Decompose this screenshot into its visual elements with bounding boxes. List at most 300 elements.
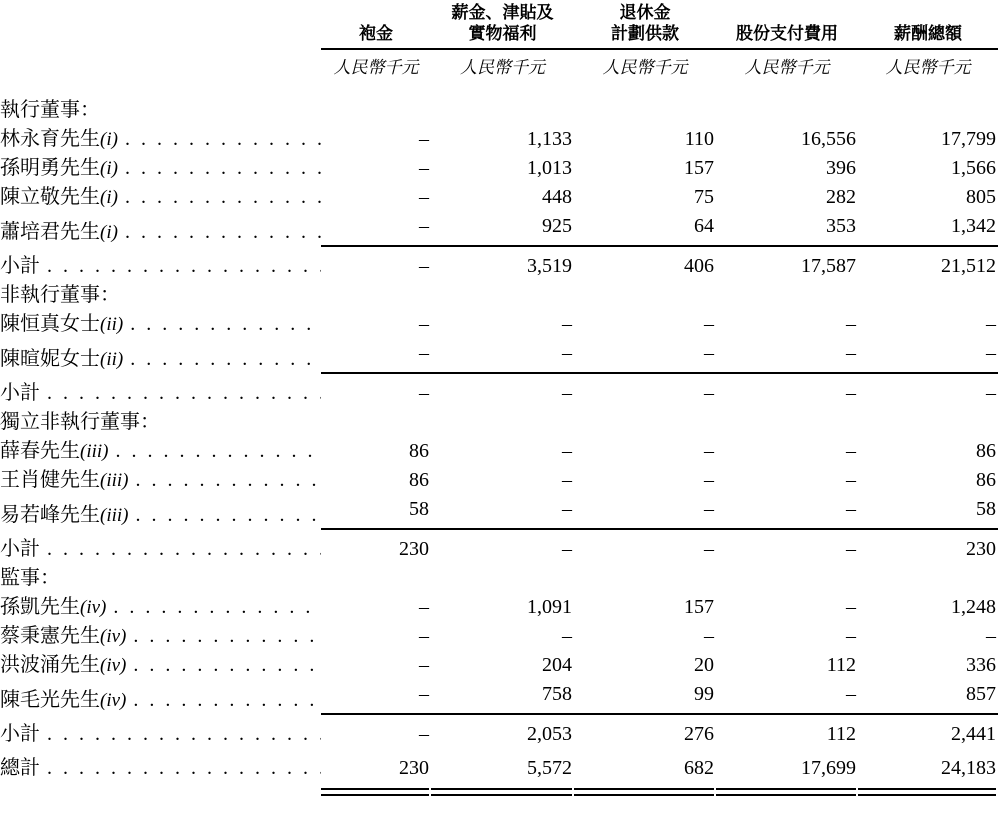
value-cell-fees	[321, 281, 431, 310]
dot-leader	[47, 754, 321, 783]
value-share-payment: 353	[716, 212, 858, 247]
director-row	[0, 154, 998, 183]
value-cell-salaries-benefits	[431, 374, 574, 408]
value-cell-share-payment	[716, 622, 858, 651]
value-cell-total-remuneration	[858, 183, 998, 212]
value-cell-fees	[321, 408, 431, 437]
value-cell-total-remuneration	[858, 247, 998, 281]
row-label-cell	[0, 310, 321, 339]
value-cell-share-payment	[716, 247, 858, 281]
row-label-group	[0, 720, 321, 749]
header-spacer-row	[0, 78, 998, 96]
value-cell-share-payment	[716, 408, 858, 437]
value-cell-share-payment	[716, 374, 858, 408]
value-cell-salaries-benefits	[431, 183, 574, 212]
value-cell-fees	[321, 125, 431, 154]
value-salaries-benefits: –	[562, 440, 572, 462]
row-label-cell	[0, 212, 321, 247]
dot-leader	[47, 379, 321, 408]
row-label-cell	[0, 564, 321, 593]
row-label-cell	[0, 680, 321, 715]
value-cell-total-remuneration	[858, 651, 998, 680]
value-total-remuneration: 24,183	[941, 757, 996, 779]
dot-leader	[116, 437, 322, 466]
value-total-remuneration: 336	[966, 654, 996, 676]
value-share-payment: 112	[826, 723, 856, 745]
value-cell-share-payment	[716, 437, 858, 466]
unit-cell-share-payment	[716, 50, 858, 78]
value-total-remuneration: –	[986, 313, 996, 335]
value-retirement-contrib: 110	[684, 128, 714, 150]
dot-leader	[125, 154, 321, 183]
value-salaries-benefits: –	[431, 339, 574, 374]
double-rule-total-remuneration	[858, 788, 996, 796]
row-label: 蔡秉憲先生	[0, 625, 100, 647]
value-cell-retirement-contrib	[574, 247, 716, 281]
row-note-marker: (iv)	[100, 626, 127, 647]
value-cell-fees	[321, 749, 431, 783]
value-share-payment: –	[716, 339, 858, 374]
value-cell-salaries-benefits	[431, 466, 574, 495]
value-total-remuneration: –	[858, 339, 998, 374]
value-retirement-contrib: 64	[574, 212, 716, 247]
row-label-cell	[0, 651, 321, 680]
value-cell-retirement-contrib	[574, 212, 716, 247]
value-salaries-benefits: 758	[431, 680, 574, 715]
value-cell-total-remuneration	[858, 622, 998, 651]
value-salaries-benefits: 925	[431, 212, 574, 247]
value-fees: –	[419, 654, 429, 676]
value-cell-salaries-benefits	[431, 339, 574, 374]
subtotal-row	[0, 247, 998, 281]
header-cell-total-remuneration	[858, 2, 998, 50]
row-label-cell	[0, 374, 321, 408]
header-cell-retirement-contrib	[574, 2, 716, 50]
value-total-remuneration: 21,512	[941, 255, 996, 277]
value-share-payment: –	[846, 596, 856, 618]
col-header-line: 薪金、津貼及	[451, 3, 554, 22]
value-cell-share-payment	[716, 680, 858, 715]
value-retirement-contrib: –	[704, 538, 714, 560]
dot-leader	[47, 252, 321, 281]
value-share-payment: –	[846, 538, 856, 560]
value-cell-total-remuneration	[858, 374, 998, 408]
value-fees: 230	[399, 757, 429, 779]
value-cell-share-payment	[716, 495, 858, 530]
value-retirement-contrib: –	[704, 382, 714, 404]
double-rule-cell-share-payment	[716, 783, 858, 796]
row-label-cell	[0, 593, 321, 622]
col-header-line: 薪酬總額	[894, 24, 962, 43]
value-cell-salaries-benefits	[431, 495, 574, 530]
table-body	[0, 96, 998, 796]
value-fees: –	[419, 128, 429, 150]
row-label: 孫凱先生	[0, 596, 80, 618]
row-label: 王肖健先生	[0, 469, 100, 491]
row-label-cell	[0, 125, 321, 154]
value-cell-total-remuneration	[858, 154, 998, 183]
col-header-line: 股份支付費用	[736, 24, 838, 43]
value-total-remuneration: 58	[858, 495, 998, 530]
section-label: 監事：	[0, 567, 60, 589]
value-fees: 230	[399, 538, 429, 560]
row-label-group	[0, 183, 321, 212]
value-salaries-benefits: 2,053	[527, 723, 572, 745]
value-total-remuneration: 857	[858, 680, 998, 715]
row-label-cell	[0, 183, 321, 212]
dot-leader	[133, 622, 321, 651]
value-cell-fees	[321, 593, 431, 622]
row-label: 洪波涌先生	[0, 654, 100, 676]
row-note-marker: (iv)	[100, 655, 127, 676]
dot-leader	[130, 345, 321, 374]
row-label-group	[0, 437, 321, 466]
value-retirement-contrib: –	[704, 625, 714, 647]
value-cell-retirement-contrib	[574, 593, 716, 622]
value-total-remuneration: 230	[966, 538, 996, 560]
row-note-marker: (iv)	[100, 690, 127, 711]
value-cell-retirement-contrib	[574, 96, 716, 125]
director-row	[0, 651, 998, 680]
value-cell-salaries-benefits	[431, 651, 574, 680]
value-cell-share-payment	[716, 183, 858, 212]
unit-label-spacer	[0, 50, 321, 78]
remuneration-table	[0, 2, 998, 796]
value-cell-salaries-benefits	[431, 680, 574, 715]
header-label-spacer	[0, 2, 321, 50]
value-salaries-benefits: –	[562, 625, 572, 647]
row-label-cell	[0, 437, 321, 466]
unit-cell-retirement-contrib	[574, 50, 716, 78]
value-cell-total-remuneration	[858, 593, 998, 622]
dot-leader	[133, 686, 321, 715]
value-total-remuneration: 1,248	[951, 596, 996, 618]
section-row	[0, 96, 998, 125]
dot-leader	[125, 183, 321, 212]
row-label: 小計	[0, 723, 40, 745]
value-cell-share-payment	[716, 310, 858, 339]
value-cell-fees	[321, 622, 431, 651]
row-note-marker: (i)	[100, 129, 118, 150]
col-header-fees	[321, 23, 431, 50]
value-cell-retirement-contrib	[574, 310, 716, 339]
value-retirement-contrib: 157	[684, 596, 714, 618]
value-total-remuneration: 1,342	[858, 212, 998, 247]
col-header-retirement-contrib	[574, 2, 716, 50]
value-cell-total-remuneration	[858, 749, 998, 783]
value-cell-salaries-benefits	[431, 281, 574, 310]
unit-label: 人民幣千元	[885, 58, 971, 77]
unit-label: 人民幣千元	[460, 58, 545, 77]
value-cell-salaries-benefits	[431, 96, 574, 125]
value-fees: –	[419, 596, 429, 618]
row-label-cell	[0, 749, 321, 783]
value-cell-retirement-contrib	[574, 281, 716, 310]
value-salaries-benefits: 448	[542, 186, 572, 208]
value-cell-total-remuneration	[858, 680, 998, 715]
double-rule-retirement-contrib	[574, 788, 714, 796]
row-label: 孫明勇先生	[0, 157, 100, 179]
unit-label: 人民幣千元	[744, 58, 830, 77]
row-label-cell	[0, 339, 321, 374]
value-cell-fees	[321, 530, 431, 564]
dot-leader	[125, 125, 321, 154]
row-note-marker: (i)	[100, 222, 118, 243]
value-retirement-contrib: 99	[574, 680, 716, 715]
unit-cell-total-remuneration	[858, 50, 998, 78]
col-header-line: 袍金	[359, 24, 393, 43]
value-cell-retirement-contrib	[574, 408, 716, 437]
row-label-group	[0, 754, 321, 783]
value-cell-total-remuneration	[858, 281, 998, 310]
value-retirement-contrib: –	[574, 339, 716, 374]
value-cell-salaries-benefits	[431, 437, 574, 466]
value-share-payment: –	[846, 313, 856, 335]
row-label-group	[0, 310, 321, 339]
value-fees: –	[321, 339, 431, 374]
value-salaries-benefits: –	[431, 495, 574, 530]
value-cell-salaries-benefits	[431, 564, 574, 593]
value-share-payment: 112	[826, 654, 856, 676]
header-unit-row	[0, 50, 998, 78]
value-cell-share-payment	[716, 212, 858, 247]
value-cell-share-payment	[716, 281, 858, 310]
row-label: 薛春先生	[0, 440, 80, 462]
director-row	[0, 125, 998, 154]
row-label-group	[0, 154, 321, 183]
double-rule-spacer	[0, 783, 321, 796]
value-cell-share-payment	[716, 564, 858, 593]
value-total-remuneration: 86	[976, 469, 996, 491]
value-cell-total-remuneration	[858, 408, 998, 437]
row-label-cell	[0, 495, 321, 530]
value-total-remuneration: 2,441	[951, 723, 996, 745]
value-share-payment: 396	[826, 157, 856, 179]
row-label-group	[0, 651, 321, 680]
row-label: 陳恒真女士	[0, 313, 100, 335]
value-cell-share-payment	[716, 339, 858, 374]
value-cell-retirement-contrib	[574, 466, 716, 495]
dot-leader	[113, 593, 321, 622]
value-retirement-contrib: –	[574, 495, 716, 530]
value-cell-total-remuneration	[858, 530, 998, 564]
director-row	[0, 680, 998, 715]
director-row	[0, 593, 998, 622]
header-cell-fees	[321, 2, 431, 50]
value-fees: 86	[409, 440, 429, 462]
value-fees: –	[419, 723, 429, 745]
director-row	[0, 183, 998, 212]
value-retirement-contrib: 75	[694, 186, 714, 208]
value-cell-fees	[321, 466, 431, 495]
row-note-marker: (iii)	[100, 470, 129, 491]
director-row	[0, 437, 998, 466]
value-total-remuneration: 805	[966, 186, 996, 208]
subtotal-row	[0, 715, 998, 749]
value-salaries-benefits: 1,013	[527, 157, 572, 179]
unit-label: 人民幣千元	[333, 58, 419, 77]
value-fees: –	[419, 313, 429, 335]
row-note-marker: (ii)	[100, 314, 124, 335]
subtotal-row	[0, 530, 998, 564]
value-cell-salaries-benefits	[431, 749, 574, 783]
value-cell-fees	[321, 310, 431, 339]
table-header	[0, 2, 998, 96]
double-rule-share-payment	[716, 788, 856, 796]
double-rule-fees	[321, 788, 429, 796]
row-note-marker: (ii)	[100, 349, 124, 370]
row-label-group	[0, 379, 321, 408]
value-cell-share-payment	[716, 125, 858, 154]
row-label: 小計	[0, 538, 40, 560]
row-note-marker: (i)	[100, 187, 118, 208]
value-share-payment: –	[846, 382, 856, 404]
row-label-group	[0, 686, 321, 715]
value-fees: –	[321, 212, 431, 247]
value-cell-retirement-contrib	[574, 154, 716, 183]
value-cell-total-remuneration	[858, 96, 998, 125]
value-retirement-contrib: –	[704, 469, 714, 491]
value-cell-fees	[321, 247, 431, 281]
value-retirement-contrib: 682	[684, 757, 714, 779]
row-label-cell	[0, 622, 321, 651]
dot-leader	[47, 720, 321, 749]
value-cell-fees	[321, 374, 431, 408]
value-cell-total-remuneration	[858, 466, 998, 495]
section-row	[0, 408, 998, 437]
row-label: 林永育先生	[0, 128, 100, 150]
value-cell-fees	[321, 183, 431, 212]
value-cell-fees	[321, 495, 431, 530]
value-cell-retirement-contrib	[574, 749, 716, 783]
value-retirement-contrib: 157	[684, 157, 714, 179]
director-row	[0, 466, 998, 495]
row-label: 小計	[0, 255, 40, 277]
value-cell-salaries-benefits	[431, 593, 574, 622]
value-cell-salaries-benefits	[431, 125, 574, 154]
section-label: 非執行董事：	[0, 284, 120, 306]
header-title-row	[0, 2, 998, 50]
value-retirement-contrib: 276	[684, 723, 714, 745]
double-rule-cell-total-remuneration	[858, 783, 998, 796]
dot-leader	[133, 651, 321, 680]
row-label-group	[0, 218, 321, 247]
value-salaries-benefits: –	[562, 382, 572, 404]
value-share-payment: 17,699	[801, 757, 856, 779]
value-cell-retirement-contrib	[574, 374, 716, 408]
value-fees: –	[419, 625, 429, 647]
value-cell-total-remuneration	[858, 495, 998, 530]
value-retirement-contrib: –	[704, 313, 714, 335]
row-label-group	[0, 622, 321, 651]
value-share-payment: –	[846, 625, 856, 647]
row-label: 小計	[0, 382, 40, 404]
row-label-group	[0, 252, 321, 281]
value-retirement-contrib: 20	[694, 654, 714, 676]
row-label-group	[0, 345, 321, 374]
value-cell-retirement-contrib	[574, 339, 716, 374]
value-retirement-contrib: –	[704, 440, 714, 462]
value-cell-retirement-contrib	[574, 495, 716, 530]
col-header-line: 實物福利	[468, 24, 537, 43]
value-cell-total-remuneration	[858, 339, 998, 374]
value-cell-salaries-benefits	[431, 715, 574, 749]
total-row	[0, 749, 998, 783]
row-label-cell	[0, 154, 321, 183]
value-cell-retirement-contrib	[574, 651, 716, 680]
director-row	[0, 310, 998, 339]
value-salaries-benefits: 1,133	[527, 128, 572, 150]
value-cell-share-payment	[716, 749, 858, 783]
value-cell-fees	[321, 212, 431, 247]
value-share-payment: 282	[826, 186, 856, 208]
value-cell-total-remuneration	[858, 715, 998, 749]
value-cell-fees	[321, 715, 431, 749]
row-label: 蕭培君先生	[0, 221, 100, 243]
value-salaries-benefits: –	[562, 469, 572, 491]
value-cell-salaries-benefits	[431, 247, 574, 281]
col-header-salaries-benefits	[431, 2, 574, 50]
dot-leader	[136, 501, 322, 530]
value-cell-retirement-contrib	[574, 680, 716, 715]
value-cell-total-remuneration	[858, 437, 998, 466]
row-label-cell	[0, 715, 321, 749]
value-fees: –	[419, 382, 429, 404]
double-rule-cell-retirement-contrib	[574, 783, 716, 796]
value-salaries-benefits: –	[562, 538, 572, 560]
value-total-remuneration: –	[986, 382, 996, 404]
row-label-cell	[0, 466, 321, 495]
value-cell-total-remuneration	[858, 564, 998, 593]
row-label: 易若峰先生	[0, 504, 100, 526]
row-label-cell	[0, 281, 321, 310]
value-fees: 86	[409, 469, 429, 491]
value-fees: –	[419, 186, 429, 208]
row-label-group	[0, 125, 321, 154]
director-row	[0, 495, 998, 530]
dot-leader	[47, 535, 321, 564]
value-cell-share-payment	[716, 154, 858, 183]
value-fees: –	[419, 157, 429, 179]
value-cell-retirement-contrib	[574, 530, 716, 564]
value-cell-fees	[321, 154, 431, 183]
value-cell-share-payment	[716, 96, 858, 125]
col-header-total-remuneration	[858, 23, 998, 50]
row-label-cell	[0, 530, 321, 564]
value-cell-retirement-contrib	[574, 715, 716, 749]
value-cell-retirement-contrib	[574, 564, 716, 593]
double-rule-salaries-benefits	[431, 788, 572, 796]
value-cell-fees	[321, 437, 431, 466]
value-salaries-benefits: 3,519	[527, 255, 572, 277]
value-cell-total-remuneration	[858, 310, 998, 339]
unit-cell-salaries-benefits	[431, 50, 574, 78]
value-share-payment: –	[716, 495, 858, 530]
unit-label: 人民幣千元	[602, 58, 688, 77]
value-cell-fees	[321, 651, 431, 680]
value-cell-share-payment	[716, 530, 858, 564]
value-total-remuneration: 86	[976, 440, 996, 462]
unit-cell-fees	[321, 50, 431, 78]
value-cell-share-payment	[716, 593, 858, 622]
value-cell-salaries-benefits	[431, 408, 574, 437]
col-header-line: 計劃供款	[611, 24, 679, 43]
section-row	[0, 281, 998, 310]
row-label: 陳立敬先生	[0, 186, 100, 208]
col-header-share-payment	[716, 23, 858, 50]
value-cell-retirement-contrib	[574, 125, 716, 154]
value-cell-share-payment	[716, 651, 858, 680]
